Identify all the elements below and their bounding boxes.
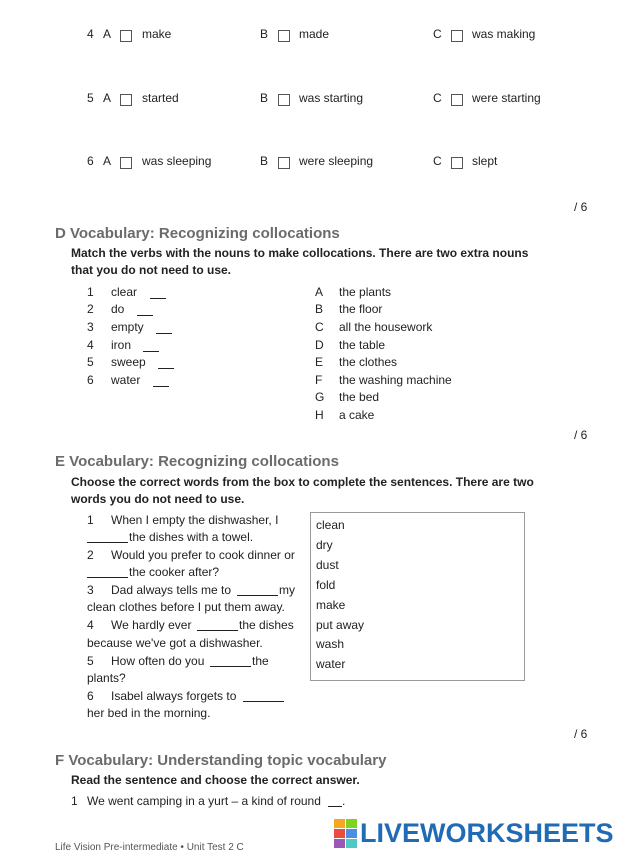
- sentence-continuation: because we've got a dishwasher.: [87, 636, 263, 650]
- checkbox-6c[interactable]: [451, 157, 463, 169]
- box-word: wash: [316, 637, 345, 651]
- sentence-text: When I empty the dishwasher, I: [111, 513, 279, 527]
- score-c: / 6: [574, 200, 588, 214]
- checkbox-4c[interactable]: [451, 30, 463, 42]
- answer-blank[interactable]: [150, 297, 166, 299]
- sentence-number: 3: [87, 583, 94, 597]
- sentence-number: 6: [87, 689, 94, 703]
- verb-text: water: [111, 373, 141, 387]
- option-text-4a: make: [142, 27, 172, 41]
- question-number: 6: [87, 154, 94, 168]
- brand-name: LIVEWORKSHEETS: [360, 818, 614, 848]
- option-letter-c: C: [433, 27, 442, 41]
- option-text-6b: were sleeping: [299, 154, 374, 168]
- box-word: dust: [316, 558, 339, 572]
- option-text-6a: was sleeping: [142, 154, 212, 168]
- option-letter-b: B: [260, 91, 269, 105]
- noun-text: the clothes: [339, 355, 398, 369]
- noun-text: the bed: [339, 390, 380, 404]
- footer-text: Life Vision Pre-intermediate • Unit Test 2 C: [55, 842, 244, 853]
- noun-text: the plants: [339, 285, 392, 299]
- verb-text: iron: [111, 338, 132, 352]
- option-text-4b: made: [299, 27, 330, 41]
- sentence-text: Would you prefer to cook dinner or: [111, 548, 295, 562]
- answer-blank[interactable]: [328, 805, 342, 807]
- section-f-heading: F Vocabulary: Understanding topic vocabulary: [55, 752, 387, 769]
- answer-blank[interactable]: [237, 594, 278, 596]
- sentence-continuation: clean clothes before I put them away.: [87, 600, 285, 614]
- checkbox-6a[interactable]: [120, 157, 132, 169]
- noun-text: the table: [339, 338, 386, 352]
- answer-blank[interactable]: [156, 332, 172, 334]
- verb-text: empty: [111, 320, 144, 334]
- section-f-instruction: Read the sentence and choose the correct answer.: [71, 773, 360, 787]
- sentence-number: 5: [87, 654, 94, 668]
- sentence-text: How often do you: [111, 654, 205, 668]
- noun-letter: G: [315, 390, 325, 404]
- answer-blank[interactable]: [210, 665, 251, 667]
- verb-number: 5: [87, 355, 94, 369]
- section-d-heading: D Vocabulary: Recognizing collocations: [55, 225, 340, 242]
- sentence-text: We hardly ever: [111, 618, 192, 632]
- verb-number: 1: [87, 285, 94, 299]
- noun-letter: H: [315, 408, 324, 422]
- sentence-continuation: the dishes with a towel.: [129, 530, 254, 544]
- sentence-after: the: [252, 654, 269, 668]
- sentence-number: 2: [87, 548, 94, 562]
- question-number: 4: [87, 27, 94, 41]
- noun-letter: E: [315, 355, 324, 369]
- sentence-after: my: [279, 583, 295, 597]
- option-letter-b: B: [260, 154, 269, 168]
- sentence-number: 1: [87, 513, 94, 527]
- checkbox-6b[interactable]: [278, 157, 290, 169]
- question-number: 5: [87, 91, 94, 105]
- box-word: clean: [316, 518, 345, 532]
- option-letter-a: A: [103, 91, 112, 105]
- checkbox-5a[interactable]: [120, 94, 132, 106]
- checkbox-4a[interactable]: [120, 30, 132, 42]
- answer-blank[interactable]: [243, 700, 284, 702]
- checkbox-5b[interactable]: [278, 94, 290, 106]
- noun-letter: F: [315, 373, 323, 387]
- option-letter-c: C: [433, 91, 442, 105]
- box-word: make: [316, 598, 346, 612]
- box-word: fold: [316, 578, 336, 592]
- question-number: 1: [71, 794, 78, 808]
- option-text-4c: was making: [472, 27, 536, 41]
- noun-text: a cake: [339, 408, 375, 422]
- answer-blank[interactable]: [197, 629, 238, 631]
- verb-text: sweep: [111, 355, 146, 369]
- score-d: / 6: [574, 428, 588, 442]
- option-letter-c: C: [433, 154, 442, 168]
- option-text-5c: were starting: [472, 91, 541, 105]
- section-d-instruction: Match the verbs with the nouns to make collocations. There are two extra nouns that you do not need to use.: [71, 246, 529, 277]
- sentence-number: 4: [87, 618, 94, 632]
- sentence-text: Dad always tells me to: [111, 583, 232, 597]
- noun-letter: A: [315, 285, 324, 299]
- answer-blank[interactable]: [87, 541, 128, 543]
- question-end: .: [342, 794, 346, 808]
- verb-number: 2: [87, 302, 94, 316]
- sentence-continuation: plants?: [87, 671, 126, 685]
- checkbox-5c[interactable]: [451, 94, 463, 106]
- word-box: [310, 512, 525, 681]
- option-letter-a: A: [103, 154, 112, 168]
- noun-text: the washing machine: [339, 373, 452, 387]
- answer-blank[interactable]: [143, 350, 159, 352]
- box-word: dry: [316, 538, 333, 552]
- verb-text: do: [111, 302, 125, 316]
- option-text-6c: slept: [472, 154, 498, 168]
- liveworksheets-logo-icon: [334, 819, 358, 849]
- answer-blank[interactable]: [158, 367, 174, 369]
- verb-number: 6: [87, 373, 94, 387]
- sentence-continuation: the cooker after?: [129, 565, 220, 579]
- verb-text: clear: [111, 285, 138, 299]
- option-text-5a: started: [142, 91, 179, 105]
- score-e: / 6: [574, 727, 588, 741]
- section-e-heading: E Vocabulary: Recognizing collocations: [55, 453, 339, 470]
- noun-text: the floor: [339, 302, 383, 316]
- answer-blank[interactable]: [153, 385, 169, 387]
- noun-letter: C: [315, 320, 324, 334]
- checkbox-4b[interactable]: [278, 30, 290, 42]
- option-text-5b: was starting: [299, 91, 364, 105]
- sentence-continuation: her bed in the morning.: [87, 706, 211, 720]
- answer-blank[interactable]: [87, 576, 128, 578]
- question-text: We went camping in a yurt – a kind of round: [87, 794, 321, 808]
- sentence-text: Isabel always forgets to: [111, 689, 237, 703]
- section-e-instruction: Choose the correct words from the box to complete the sentences. There are two words you do not need to use.: [71, 475, 534, 506]
- noun-letter: D: [315, 338, 324, 352]
- verb-number: 4: [87, 338, 94, 352]
- option-letter-a: A: [103, 27, 112, 41]
- answer-blank[interactable]: [137, 314, 153, 316]
- noun-text: all the housework: [339, 320, 433, 334]
- sentence-after: the dishes: [239, 618, 294, 632]
- verb-number: 3: [87, 320, 94, 334]
- noun-letter: B: [315, 302, 324, 316]
- option-letter-b: B: [260, 27, 269, 41]
- box-word: water: [316, 657, 346, 671]
- box-word: put away: [316, 618, 365, 632]
